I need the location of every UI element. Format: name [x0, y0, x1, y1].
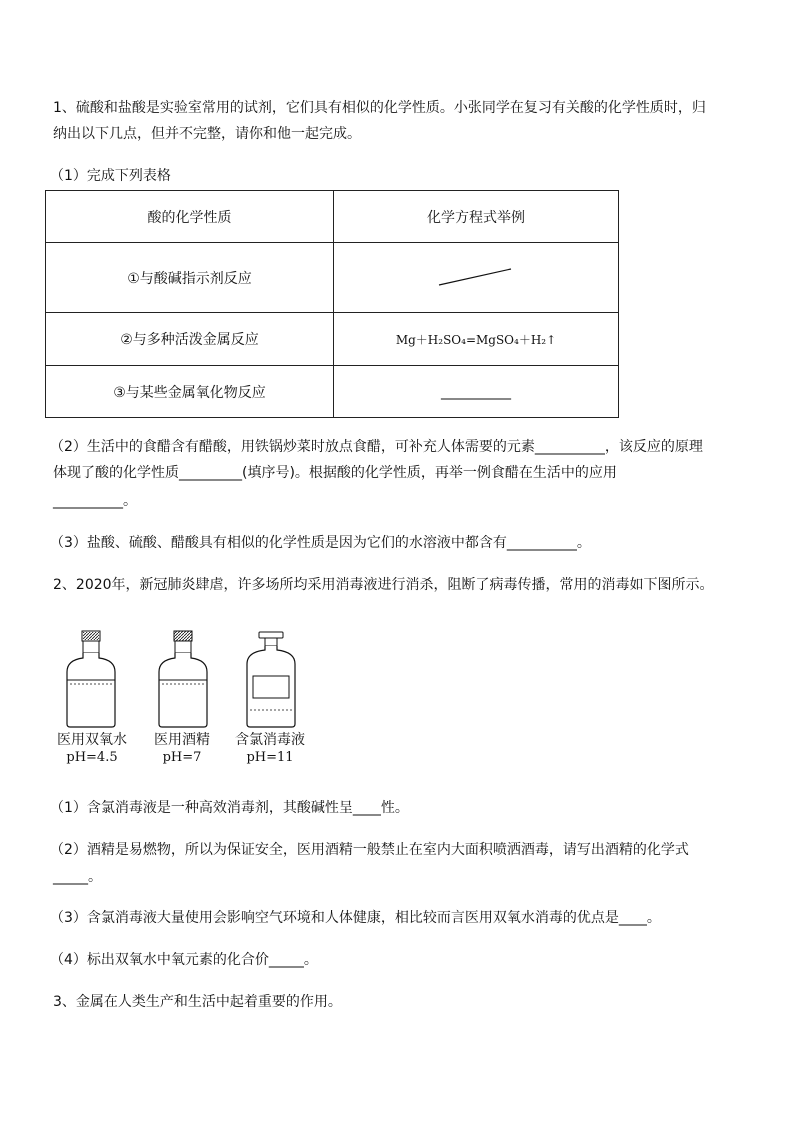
table-cell-property: ②与多种活泼金属反应 [46, 313, 334, 366]
table-cell-example-blank[interactable]: __________ [334, 366, 619, 418]
table-cell-property: ③与某些金属氧化物反应 [46, 366, 334, 418]
acid-properties-table [45, 190, 619, 418]
bottle-label-chlorine [230, 732, 310, 766]
bottle-ph: pH=4.5 [66, 750, 118, 765]
table-header-property: 酸的化学性质 [46, 191, 334, 243]
hydrogen-peroxide-bottle-icon [62, 630, 122, 730]
q2-intro: 2、2020年，新冠肺炎肆虐，许多场所均采用消毒液进行消杀，阻断了病毒传播，常用的消毒如下图所示。 [53, 577, 714, 593]
q1-intro-line1: 1、硫酸和盐酸是实验室常用的试剂，它们具有相似的化学性质。小张同学在复习有关酸的化学性质时，归 [53, 100, 706, 116]
slash-line [431, 261, 521, 291]
bottle-name: 医用酒精 [154, 732, 210, 748]
bottle-name: 含氯消毒液 [235, 732, 305, 748]
table-header-example: 化学方程式举例 [334, 191, 619, 243]
bottle-name: 医用双氧水 [57, 732, 127, 748]
q1-part2-line2: 体现了酸的化学性质_________(填序号)。根据酸的化学性质，再举一例食醋在生活中的应用 [53, 465, 617, 481]
bottle-ph: pH=7 [162, 750, 202, 765]
q1-intro-line2: 纳出以下几点，但并不完整，请你和他一起完成。 [53, 126, 361, 142]
q1-part2-line1: （2）生活中的食醋含有醋酸，用铁锅炒菜时放点食醋，可补充人体需要的元素__________，该反应的原理 [50, 439, 703, 455]
medical-alcohol-bottle-icon [154, 630, 214, 730]
q2-sub4: （4）标出双氧水中氧元素的化合价_____。 [50, 952, 318, 968]
q1-part1-label: （1）完成下列表格 [50, 168, 171, 184]
table-row [46, 243, 619, 313]
bottle-label-alcohol [142, 732, 222, 766]
bottle-ph: pH=11 [246, 750, 294, 765]
chlorine-disinfectant-bottle-icon [243, 630, 299, 730]
q1-part3: （3）盐酸、硫酸、醋酸具有相似的化学性质是因为它们的水溶液中都含有__________。 [50, 535, 591, 551]
table-header-row [46, 191, 619, 243]
table-cell-example-slash [334, 243, 619, 313]
q2-sub2-line1: （2）酒精是易燃物，所以为保证安全，医用酒精一般禁止在室内大面积喷洒酒毒，请写出酒精的化学式 [50, 842, 689, 858]
q2-sub2-line2: _____。 [53, 869, 102, 885]
q2-sub1: （1）含氯消毒液是一种高效消毒剂，其酸碱性呈____性。 [50, 800, 409, 816]
table-cell-example: Mg＋H₂SO₄=MgSO₄＋H₂↑ [334, 313, 619, 366]
bottle-label-hydrogen-peroxide [52, 732, 132, 766]
q1-part2-line3: __________。 [53, 493, 137, 509]
table-row [46, 366, 619, 418]
table-row [46, 313, 619, 366]
q3-intro: 3、金属在人类生产和生活中起着重要的作用。 [53, 994, 342, 1010]
table-cell-property: ①与酸碱指示剂反应 [46, 243, 334, 313]
q2-sub3: （3）含氯消毒液大量使用会影响空气环境和人体健康，相比较而言医用双氧水消毒的优点是____。 [50, 910, 661, 926]
